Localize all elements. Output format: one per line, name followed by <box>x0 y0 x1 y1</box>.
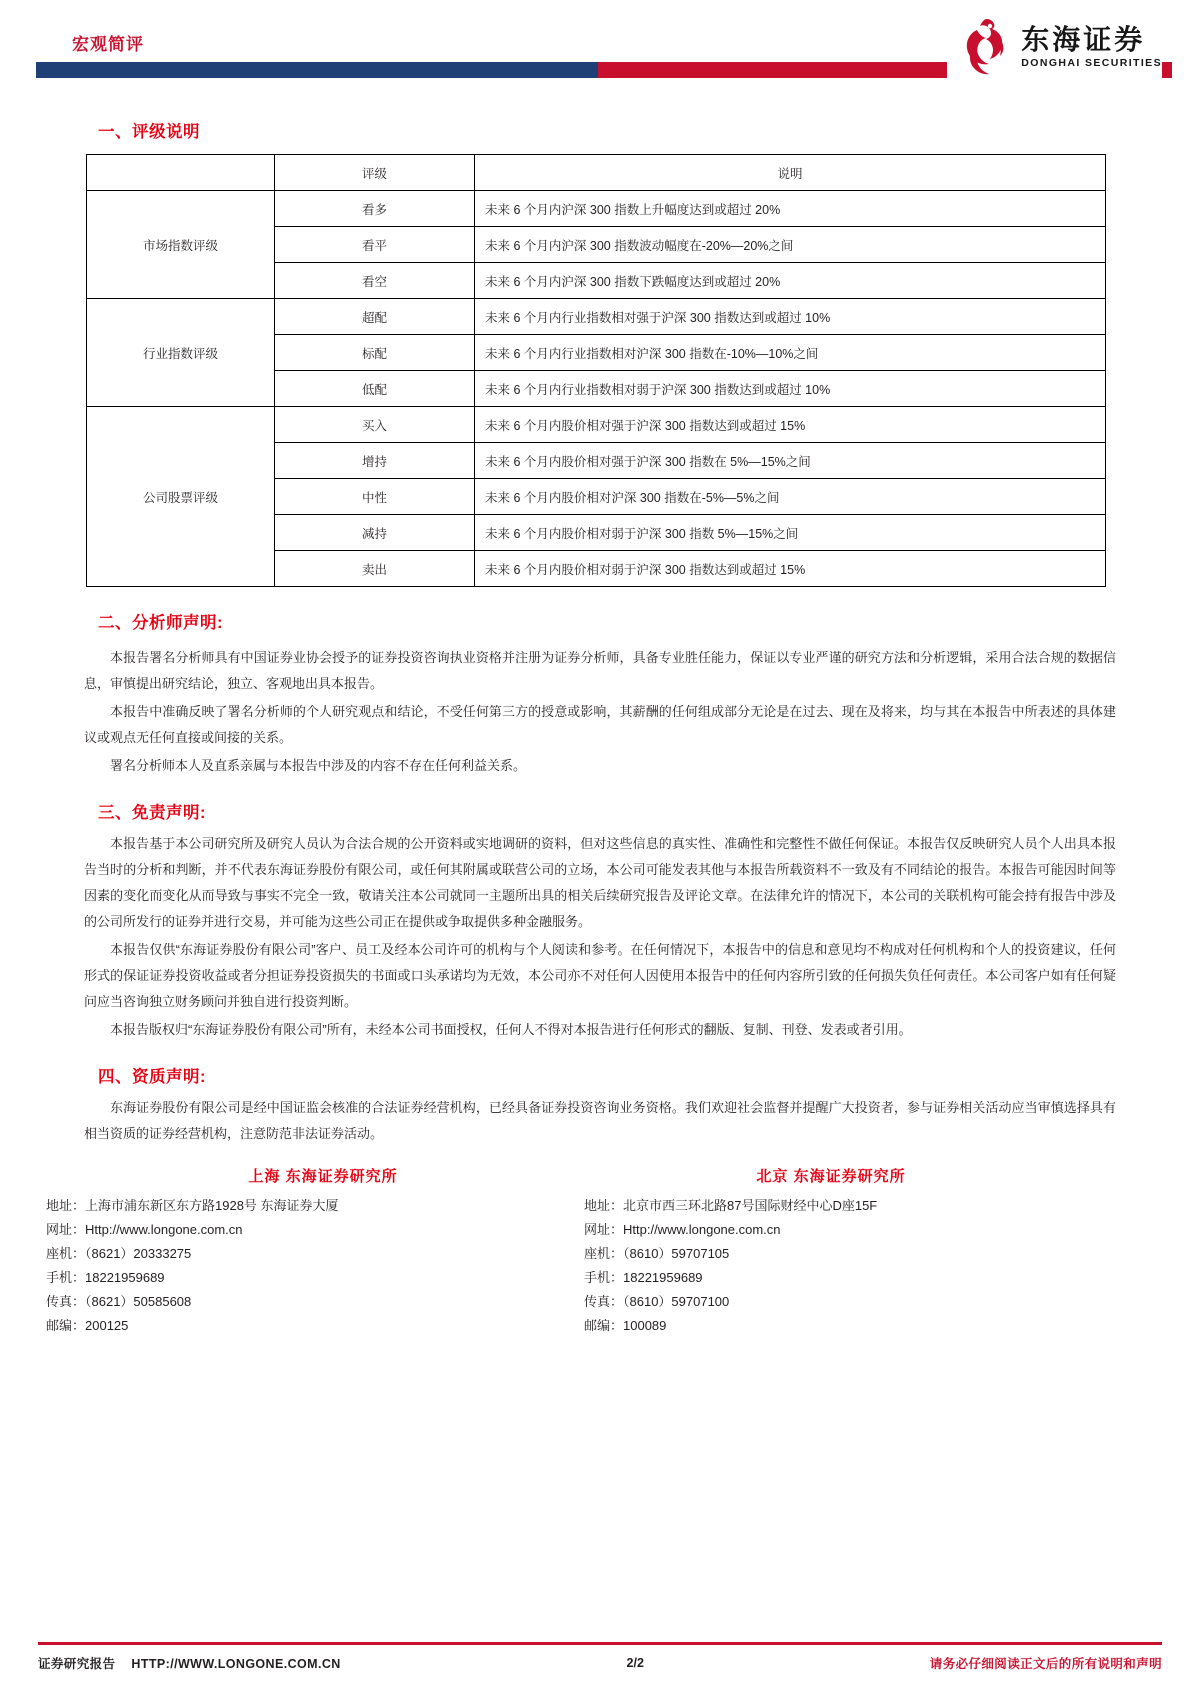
rating-description: 未来 6 个月内股价相对弱于沪深 300 指数 5%—15%之间 <box>475 515 1106 551</box>
rating-description: 未来 6 个月内沪深 300 指数下跌幅度达到或超过 20% <box>475 263 1106 299</box>
footer-report-label: 证券研究报告 <box>38 1657 116 1671</box>
office-beijing <box>562 1165 1078 1338</box>
analyst-paragraph: 署名分析师本人及直系亲属与本报告中涉及的内容不存在任何利益关系。 <box>110 758 527 773</box>
logo-text-chinese: 东海证券 <box>1021 23 1146 55</box>
company-logo <box>947 16 1162 78</box>
office-shanghai <box>46 1165 562 1338</box>
section-heading-disclaimer: 三、免责声明: <box>98 804 206 822</box>
office-mobile: 手机：18221959689 <box>584 1270 703 1286</box>
rating-description: 未来 6 个月内股价相对强于沪深 300 指数在 5%—15%之间 <box>475 443 1106 479</box>
rating-category: 市场指数评级 <box>87 191 275 299</box>
analyst-paragraph: 本报告中准确反映了署名分析师的个人研究观点和结论，不受任何第三方的授意或影响，其薪酬的任何组成部分无论是在过去、现在及将来，均与其在本报告中所表述的具体建议或观点无任何直接或间接的关系。 <box>84 704 1116 745</box>
page-header <box>0 0 1200 96</box>
footer-page-number: 2/2 <box>626 1656 644 1670</box>
rating-label: 看多 <box>275 191 475 227</box>
page-content <box>0 118 1200 1338</box>
office-title: 北京 东海证券研究所 <box>756 1168 906 1185</box>
section-heading-rating: 一、评级说明 <box>98 123 200 141</box>
page-header-title: 宏观简评 <box>72 35 144 54</box>
rating-description: 未来 6 个月内行业指数相对强于沪深 300 指数达到或超过 10% <box>475 299 1106 335</box>
section-heading-qualification: 四、资质声明: <box>98 1068 206 1086</box>
rating-label: 超配 <box>275 299 475 335</box>
dragon-logo-icon <box>957 16 1013 78</box>
rating-category: 行业指数评级 <box>87 299 275 407</box>
office-address: 地址：上海市浦东新区东方路1928号 东海证券大厦 <box>46 1198 339 1213</box>
disclaimer-paragraph: 本报告仅供“东海证券股份有限公司”客户、员工及经本公司许可的机构与个人阅读和参考。在任何情况下，本报告中的信息和意见均不构成对任何机构和个人的投资建议，任何形式的保证证券投资收益或者分担证券投资损失的书面或口头承诺均为无效，本公司亦不对任何人因使用本报告中的任何内容所引致的任何损失负任何责任。本公司客户如有任何疑问应当咨询独立财务顾问并独自进行投资判断。 <box>84 942 1116 1009</box>
rating-description: 未来 6 个月内股价相对沪深 300 指数在-5%—5%之间 <box>475 479 1106 515</box>
rating-description: 未来 6 个月内沪深 300 指数波动幅度在-20%—20%之间 <box>475 227 1106 263</box>
office-fax: 传真：（8610）59707100 <box>584 1294 730 1310</box>
rating-label: 标配 <box>275 335 475 371</box>
office-contacts <box>46 1165 1116 1338</box>
table-header-blank <box>87 155 275 191</box>
rating-label: 低配 <box>275 371 475 407</box>
table-header-description: 说明 <box>475 155 1106 191</box>
rating-description: 未来 6 个月内行业指数相对沪深 300 指数在-10%—10%之间 <box>475 335 1106 371</box>
rating-label: 中性 <box>275 479 475 515</box>
rating-description: 未来 6 个月内行业指数相对弱于沪深 300 指数达到或超过 10% <box>475 371 1106 407</box>
page-footer <box>0 1642 1200 1672</box>
table-row <box>87 407 1106 443</box>
footer-notice: 请务必仔细阅读正文后的所有说明和声明 <box>929 1657 1162 1671</box>
analyst-paragraph: 本报告署名分析师具有中国证券业协会授予的证券投资咨询执业资格并注册为证券分析师，具备专业胜任能力，保证以专业严谨的研究方法和分析逻辑，采用合法合规的数据信息，审慎提出研究结论，独立、客观地出具本报告。 <box>84 650 1116 691</box>
footer-rule <box>38 1642 1162 1645</box>
office-postcode: 邮编：200125 <box>46 1318 129 1334</box>
section-heading-analyst: 二、分析师声明: <box>98 614 223 632</box>
rating-label: 卖出 <box>275 551 475 587</box>
table-header-row <box>87 155 1106 191</box>
table-row <box>87 299 1106 335</box>
footer-url[interactable]: HTTP://WWW.LONGONE.COM.CN <box>131 1657 341 1671</box>
office-address: 地址：北京市西三环北路87号国际财经中心D座15F <box>584 1198 878 1213</box>
office-fax: 传真：（8621）50585608 <box>46 1294 192 1310</box>
rating-label: 买入 <box>275 407 475 443</box>
rating-category: 公司股票评级 <box>87 407 275 587</box>
rating-explanation-table <box>86 154 1106 587</box>
rating-label: 增持 <box>275 443 475 479</box>
rating-label: 看平 <box>275 227 475 263</box>
header-rule-blue <box>36 62 598 78</box>
qualification-paragraph: 东海证券股份有限公司是经中国证监会核准的合法证券经营机构，已经具备证券投资咨询业务资格。我们欢迎社会监督并提醒广大投资者，参与证券相关活动应当审慎选择具有相当资质的证券经营机构，注意防范非法证券活动。 <box>84 1100 1116 1141</box>
rating-description: 未来 6 个月内沪深 300 指数上升幅度达到或超过 20% <box>475 191 1106 227</box>
office-website[interactable]: 网址：Http://www.longone.com.cn <box>584 1222 781 1238</box>
office-mobile: 手机：18221959689 <box>46 1270 165 1286</box>
office-phone: 座机：（8621）20333275 <box>46 1246 192 1262</box>
office-phone: 座机：（8610）59707105 <box>584 1246 730 1262</box>
rating-description: 未来 6 个月内股价相对弱于沪深 300 指数达到或超过 15% <box>475 551 1106 587</box>
rating-description: 未来 6 个月内股价相对强于沪深 300 指数达到或超过 15% <box>475 407 1106 443</box>
rating-label: 看空 <box>275 263 475 299</box>
disclaimer-paragraph: 本报告版权归“东海证券股份有限公司”所有，未经本公司书面授权，任何人不得对本报告进行任何形式的翻版、复制、刊登、发表或者引用。 <box>110 1022 912 1037</box>
table-header-rating: 评级 <box>275 155 475 191</box>
office-postcode: 邮编：100089 <box>584 1318 667 1334</box>
rating-label: 减持 <box>275 515 475 551</box>
disclaimer-paragraph: 本报告基于本公司研究所及研究人员认为合法合规的公开资料或实地调研的资料，但对这些信息的真实性、准确性和完整性不做任何保证。本报告仅反映研究人员个人出具本报告当时的分析和判断，并不代表东海证券股份有限公司，或任何其附属或联营公司的立场，本公司可能发表其他与本报告所载资料不一致及有不同结论的报告。本报告可能因时间等因素的变化而变化从而导致与事实不完全一致，敬请关注本公司就同一主题所出具的相关后续研究报告及评论文章。在法律允许的情况下，本公司的关联机构可能会持有报告中涉及的公司所发行的证券并进行交易，并可能为这些公司正在提供或争取提供多种金融服务。 <box>84 836 1116 929</box>
logo-text-english: DONGHAI SECURITIES <box>1021 57 1162 70</box>
table-row <box>87 191 1106 227</box>
office-website[interactable]: 网址：Http://www.longone.com.cn <box>46 1222 243 1238</box>
office-title: 上海 东海证券研究所 <box>248 1168 398 1185</box>
